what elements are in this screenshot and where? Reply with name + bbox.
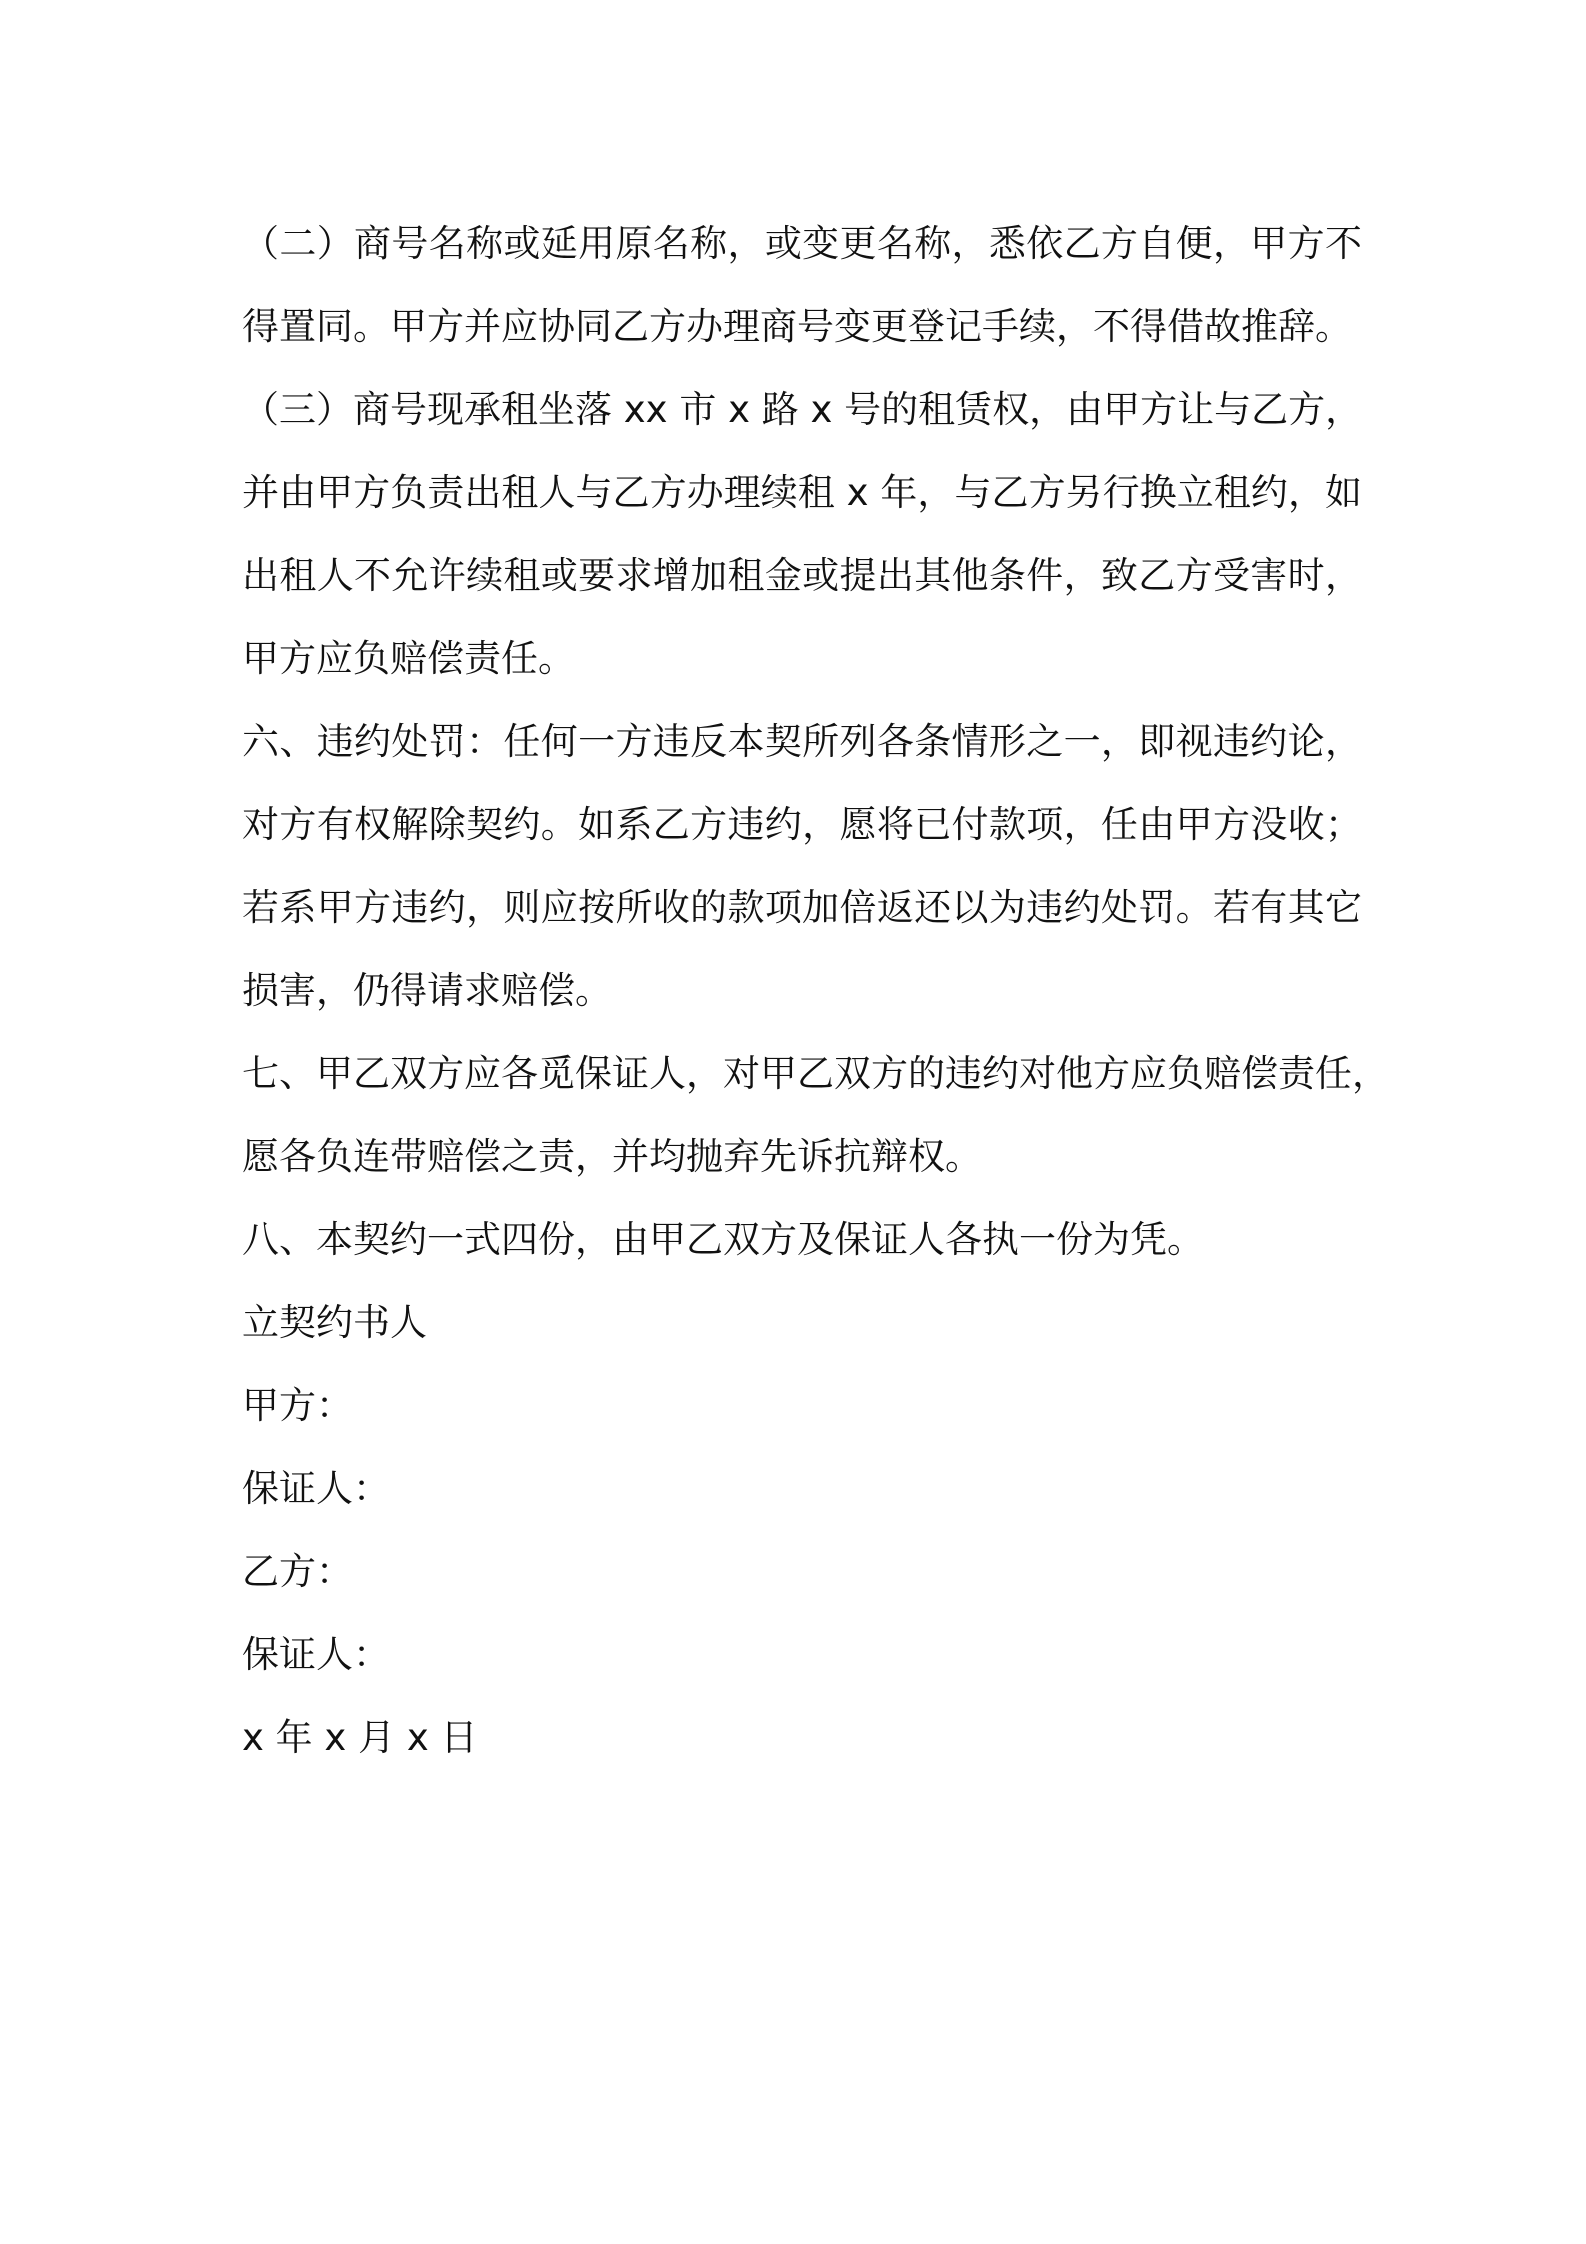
clause-3-line-1: （三）商号现承租坐落 xx 市 x 路 x 号的租赁权，由甲方让与乙方， [242,388,1363,431]
clause-3-line-3: 出租人不允许续租或要求增加租金或提出其他条件，致乙方受害时， [242,554,1362,597]
article-8-line-1: 八、本契约一式四份，由甲乙双方及保证人各执一份为凭。 [242,1218,1204,1261]
article-8-paragraph [242,1198,1362,1281]
party-b-label: 乙方： [242,1550,353,1593]
clause-3-line-4: 甲方应负赔偿责任。 [242,637,575,680]
party-a-label: 甲方： [242,1384,353,1427]
clause-2-line-2: 得置同。甲方并应协同乙方办理商号变更登记手续，不得借故推辞。 [242,305,1352,348]
article-6-line-1: 六、违约处罚：任何一方违反本契所列各条情形之一，即视违约论， [242,720,1362,763]
clause-3-line-2: 并由甲方负责出租人与乙方办理续租 x 年，与乙方另行换立租约，如 [242,471,1362,514]
article-7-paragraph [242,1032,1389,1198]
article-6-line-3: 若系甲方违约，则应按所收的款项加倍返还以为违约处罚。若有其它 [242,886,1362,929]
signature-heading: 立契约书人 [242,1301,427,1344]
clause-2-line-1: （二）商号名称或延用原名称，或变更名称，悉依乙方自便，甲方不 [242,222,1362,265]
article-7-line-1: 七、甲乙双方应各觅保证人，对甲乙双方的违约对他方应负赔偿责任， [242,1052,1389,1095]
signature-block [242,1281,1362,1779]
article-7-line-2: 愿各负连带赔偿之责，并均抛弃先诉抗辩权。 [242,1135,982,1178]
clause-2-paragraph [242,202,1362,368]
article-6-paragraph [242,700,1362,1032]
clause-3-paragraph [242,368,1362,700]
guarantor-a-label: 保证人： [242,1467,390,1510]
article-6-line-4: 损害，仍得请求赔偿。 [242,969,612,1012]
signing-date: x 年 x 月 x 日 [242,1716,478,1759]
guarantor-b-label: 保证人： [242,1633,390,1676]
document-body [242,202,1389,1779]
article-6-line-2: 对方有权解除契约。如系乙方违约，愿将已付款项，任由甲方没收； [242,803,1362,846]
